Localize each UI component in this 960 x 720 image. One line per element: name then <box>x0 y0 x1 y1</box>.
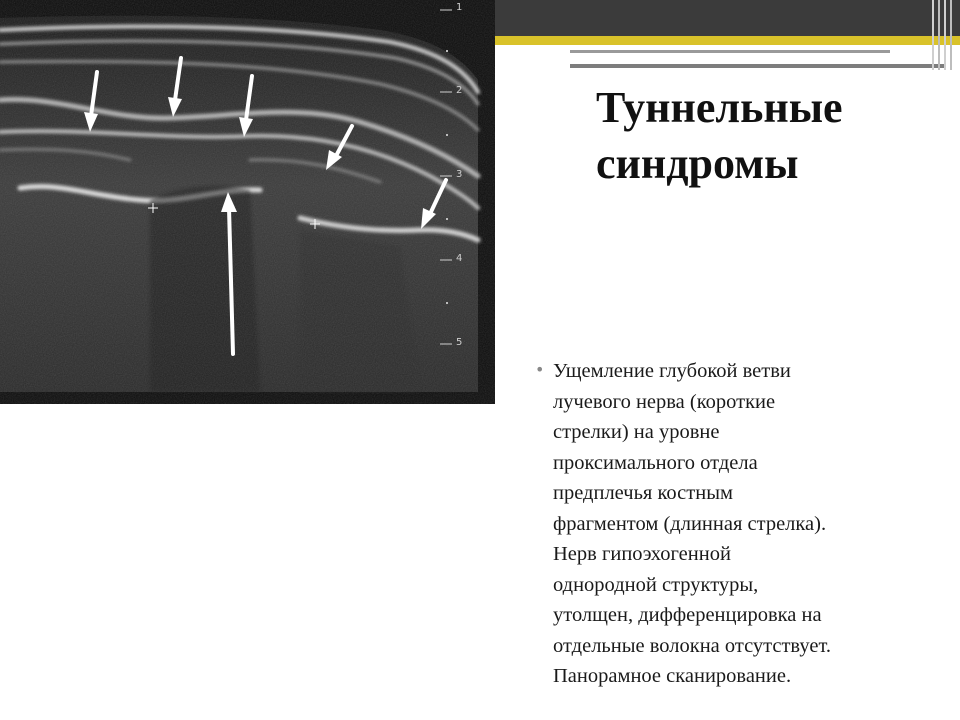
header-thin-line <box>570 50 890 53</box>
bullet-text: Ущемление глубокой ветви лучевого нерва (короткие стрелки) на уровне проксимального отдела предплечья костным фрагментом (длинная стрелка). Нерв гипоэхогенной однородной структуры, утолщен, дифференцировка на отдельные волокна отсутствует. Панорамное сканирование. <box>553 360 832 687</box>
depth-scale-label: 2 <box>456 85 463 96</box>
bullet-marker-icon: • <box>535 360 545 379</box>
depth-scale-label: 5 <box>456 337 463 348</box>
depth-scale-label: 4 <box>456 253 463 264</box>
depth-scale-label: 1 <box>456 2 463 13</box>
header-grey-line <box>570 64 945 68</box>
depth-scale-label: 3 <box>456 169 463 180</box>
header-yellow-band <box>495 36 960 45</box>
slide-title <box>596 80 946 192</box>
ultrasound-image <box>0 0 495 404</box>
bullet-item <box>535 356 945 692</box>
slide-title-line-2: синдромы <box>596 139 799 188</box>
header-stripes <box>928 0 960 70</box>
header-dark-band <box>495 0 960 36</box>
slide-title-line-1: Туннельные <box>596 83 843 132</box>
